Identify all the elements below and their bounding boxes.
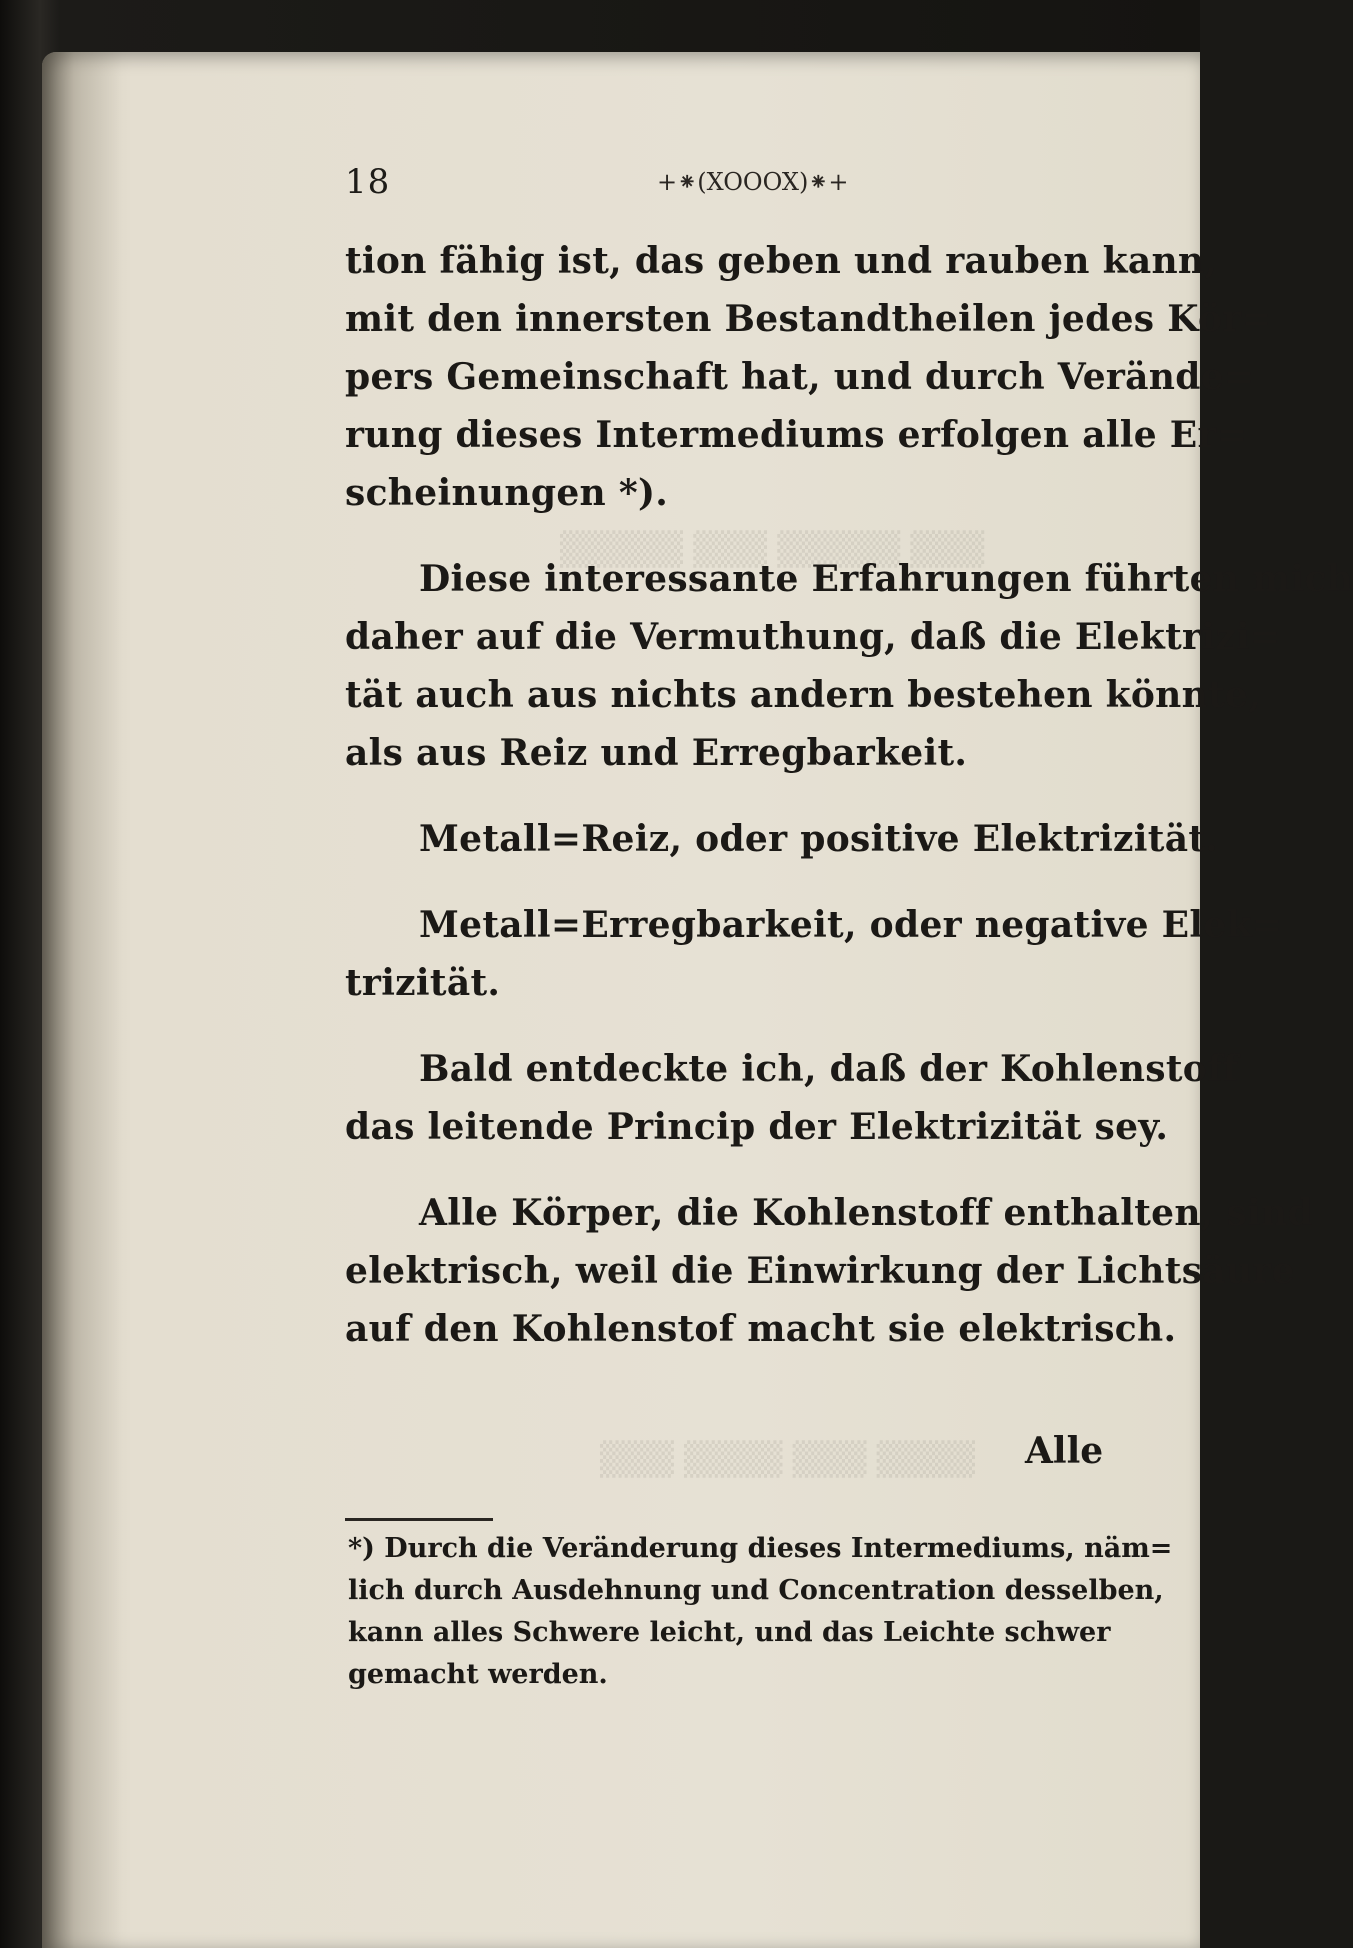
text-line: auf den Kohlenstof macht sie elektrisch. <box>345 1308 1177 1350</box>
paragraph <box>345 1184 1313 1358</box>
footnote-divider <box>345 1518 493 1521</box>
text-line: elektrisch, weil die Einwirkung der Lichtsäure <box>345 1250 1295 1292</box>
paragraph <box>345 810 1219 868</box>
text-line: daher auf die Vermuthung, daß die Elektrizi= <box>345 616 1281 658</box>
text-line: Alle Körper, die Kohlenstoff enthalten, sind <box>419 1192 1313 1234</box>
paragraph <box>345 1040 1239 1156</box>
catchword: Alle <box>1025 1430 1104 1472</box>
footnote-line: kann alles Schwere leicht, und das Leichte schwer <box>348 1617 1111 1648</box>
footnote-line: gemacht werden. <box>348 1659 608 1690</box>
page-gutter-shadow <box>42 52 122 1948</box>
paragraph <box>345 232 1273 522</box>
text-line: mit den innersten Bestandtheilen jedes Kör= <box>345 298 1273 340</box>
body-text <box>345 232 1353 1358</box>
footnote-line: *) Durch die Veränderung dieses Intermediums, näm= <box>348 1533 1173 1564</box>
text-line: Metall=Erregbarkeit, oder negative Elek= <box>419 904 1283 946</box>
text-line: Metall=Reiz, oder positive Elektrizität. <box>419 818 1219 860</box>
text-line: tion fähig ist, das geben und rauben kann, <box>345 240 1218 282</box>
show-through-text: ▒▒▒ ▒▒▒▒▒ ▒▒▒ ▒▒▒▒▒ <box>560 530 985 568</box>
text-line: pers Gemeinschaft hat, und durch Verände= <box>345 356 1255 398</box>
page-header <box>345 162 1125 202</box>
text-line: rung dieses Intermediums erfolgen alle Er= <box>345 414 1248 456</box>
text-line: Diese interessante Erfahrungen führten mich <box>419 558 1353 600</box>
header-ornament: +⁕(XOOOX)⁕+ <box>657 168 849 196</box>
footnote <box>348 1528 1173 1696</box>
paragraph <box>345 550 1353 782</box>
text-line: das leitende Princip der Elektrizität sey. <box>345 1106 1169 1148</box>
text-line: tät auch aus nichts andern bestehen könnte, <box>345 674 1262 716</box>
text-line: scheinungen *). <box>345 472 669 514</box>
footnote-line: lich durch Ausdehnung und Concentration desselben, <box>348 1575 1164 1606</box>
text-line: als aus Reiz und Erregbarkeit. <box>345 732 968 774</box>
text-line: Bald entdeckte ich, daß der Kohlenstoff <box>419 1048 1239 1090</box>
text-line: trizität. <box>345 962 501 1004</box>
paragraph <box>345 896 1283 1012</box>
page-number: 18 <box>345 162 391 202</box>
show-through-text: ▒▒▒▒ ▒▒▒ ▒▒▒▒ ▒▒▒ <box>600 1440 976 1478</box>
